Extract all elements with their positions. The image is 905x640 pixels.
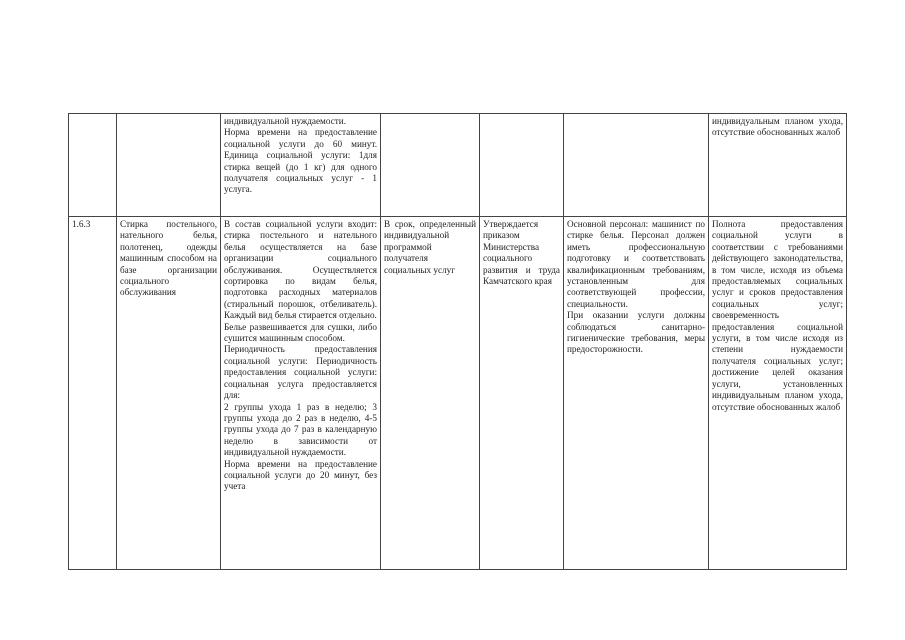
cell-service-name: Стирка постельного, нательного белья, полотенец, одежды машинным способом на базе организации социального обслуживания: [117, 217, 221, 570]
cell-service-conditions: [564, 114, 709, 217]
cell-service-term: В срок, определенный индивидуальной программой получателя социальных услуг: [381, 217, 480, 570]
service-standard-table: [68, 113, 847, 570]
cell-service-conditions: Основной персонал: машинист по стирке белья. Персонал должен иметь профессиональную подготовку и соответствовать квалификационным требованиям, установленным для соответствующей профессии, специальности. При оказании услуги должны соблюдаться санитарно-гигиенические требования, меры предосторожности.: [564, 217, 709, 570]
cell-service-term: [381, 114, 480, 217]
cell-number: 1.6.3: [69, 217, 117, 570]
cell-tariff-approval: Утверждается приказом Министерства социального развития и труда Камчатского края: [480, 217, 564, 570]
cell-quality-indicators: индивидуальным планом ухода, отсутствие обоснованных жалоб: [709, 114, 847, 217]
cell-service-content: В состав социальной услуги входит: стирка постельного и нательного белья осуществляется на базе организации социального обслуживания. Осуществляется сортировка по видам белья, подготовка расходных материалов (стиральный порошок, отбеливатель). Каждый вид белья стирается отдельно. Белье развешивается для сушки, либо сушится машинным способом. Периодичность предоставления социальной услуги: Периодичность предоставления социальной услуги: социальная услуга предоставляется для: 2 группы ухода 1 раз в неделю; 3 группы ухода до 2 раз в неделю, 4-5 группы ухода до 7 раз в календарную неделю в зависимости от индивидуальной нуждаемости. Норма времени на предоставление социальной услуги до 20 минут, без учета: [221, 217, 381, 570]
cell-quality-indicators: Полнота предоставления социальной услуги в соответствии с требованиями действующего законодательства, в том числе, исходя из объема предоставляемых социальных услуг и сроков предоставления социальных услуг; своевременность предоставления социальной услуги, в том числе исходя из степени нуждаемости получателя социальных услуг; достижение целей оказания услуги, установленных индивидуальным планом ухода, отсутствие обоснованных жалоб: [709, 217, 847, 570]
cell-service-name: [117, 114, 221, 217]
cell-number: [69, 114, 117, 217]
cell-service-content: индивидуальной нуждаемости. Норма времени на предоставление социальной услуги до 60 минут. Единица социальной услуги: 1для стирка вещей (до 1 кг) для одного получателя социальных услуг - 1 услуга.: [221, 114, 381, 217]
table-row-1-6-3: [69, 217, 847, 570]
table-row-continuation: [69, 114, 847, 217]
cell-tariff-approval: [480, 114, 564, 217]
